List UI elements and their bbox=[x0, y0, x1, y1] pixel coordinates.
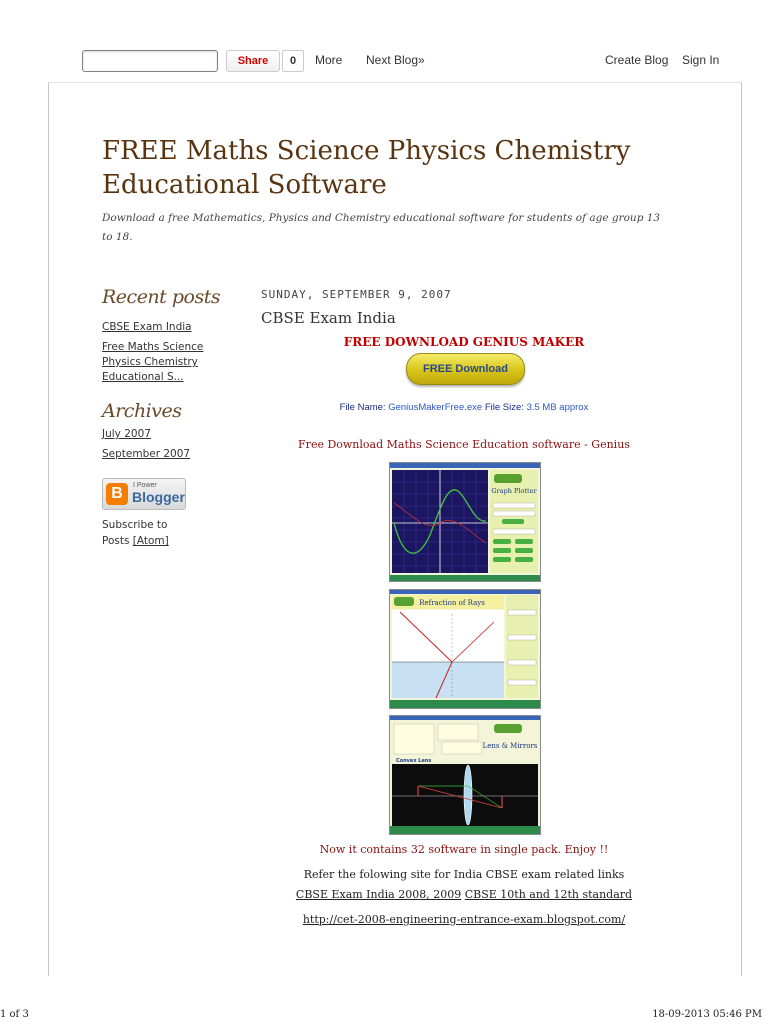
file-size-label: File Size: bbox=[482, 402, 527, 413]
recent-post-link-2[interactable]: Free Maths Science Physics Chemistry Educational S... bbox=[102, 341, 204, 383]
lens-mirrors-screenshot[interactable] bbox=[389, 715, 541, 835]
powered-by-blogger-badge[interactable] bbox=[102, 478, 186, 510]
pack-text: Now it contains 32 software in single pack. Enjoy !! bbox=[319, 843, 609, 856]
blog-title-line1: FREE Maths Science Physics Chemistry bbox=[102, 136, 631, 166]
post-title[interactable]: CBSE Exam India bbox=[261, 309, 396, 327]
blog-description: Download a free Mathematics, Physics and Chemistry educational software for students of age group 13 to 18. bbox=[102, 212, 661, 243]
file-name-value: GeniusMakerFree.exe bbox=[388, 402, 483, 413]
blogger-logo-icon: B bbox=[106, 483, 128, 505]
badge-big-text: Blogger bbox=[132, 489, 185, 505]
refraction-screenshot[interactable] bbox=[389, 589, 541, 709]
blogger-navbar bbox=[0, 44, 768, 76]
page-count: 1 of 3 bbox=[0, 1009, 29, 1020]
post-date: SUNDAY, SEPTEMBER 9, 2007 bbox=[261, 288, 452, 301]
related-links bbox=[261, 888, 667, 901]
subscribe-widget bbox=[102, 517, 192, 549]
refraction-image bbox=[390, 590, 540, 708]
convex-lens-label: Convex Lens bbox=[396, 758, 432, 764]
blog-title-line2: Educational Software bbox=[102, 170, 387, 200]
file-info bbox=[261, 402, 667, 413]
graph-plotter-screenshot[interactable] bbox=[389, 462, 541, 582]
subscribe-text: Subscribe to Posts bbox=[102, 519, 168, 547]
cbse-exam-india-link[interactable]: CBSE Exam India 2008, 2009 bbox=[295, 888, 462, 901]
cet-blog-url-link[interactable]: http://cet-2008-engineering-entrance-exam.blogspot.com/ bbox=[302, 913, 626, 926]
badge-small-text: I Power bbox=[133, 482, 157, 489]
refer-text: Refer the folowing site for India CBSE exam related links bbox=[303, 868, 625, 881]
search-input[interactable] bbox=[82, 50, 218, 72]
lens-mirrors-image bbox=[390, 716, 540, 834]
next-blog-link[interactable]: Next Blog» bbox=[366, 53, 425, 67]
archives-heading: Archives bbox=[102, 400, 182, 422]
sign-in-link[interactable]: Sign In bbox=[682, 53, 720, 67]
lens-mirrors-caption: Lens & Mirrors bbox=[482, 742, 538, 750]
blog-title[interactable] bbox=[102, 134, 662, 202]
refraction-caption: Refraction of Rays bbox=[419, 599, 485, 607]
cbse-standard-link[interactable]: CBSE 10th and 12th standard bbox=[464, 888, 633, 901]
file-name-label: File Name: bbox=[339, 402, 389, 413]
share-button[interactable]: Share bbox=[226, 50, 280, 72]
free-download-button[interactable]: FREE Download bbox=[406, 353, 525, 385]
archive-link-september-2007[interactable]: September 2007 bbox=[102, 448, 191, 460]
promo-text: Free Download Maths Science Education software - Genius bbox=[298, 438, 630, 451]
graph-plotter-caption: Graph Plotter bbox=[491, 487, 537, 495]
share-count-badge: 0 bbox=[282, 50, 304, 72]
print-timestamp: 18-09-2013 05:46 PM bbox=[652, 1009, 762, 1020]
create-blog-link[interactable]: Create Blog bbox=[605, 53, 669, 67]
more-link[interactable]: More bbox=[315, 53, 343, 67]
archive-link-july-2007[interactable]: July 2007 bbox=[102, 428, 151, 440]
download-heading: FREE DOWNLOAD GENIUS MAKER bbox=[343, 335, 585, 349]
file-size-value: 3.5 MB approx bbox=[526, 402, 589, 413]
graph-plotter-image bbox=[390, 463, 540, 581]
recent-posts-heading: Recent posts bbox=[102, 286, 221, 308]
recent-post-link-1[interactable]: CBSE Exam India bbox=[102, 321, 192, 333]
atom-feed-link[interactable]: [Atom] bbox=[132, 535, 169, 547]
